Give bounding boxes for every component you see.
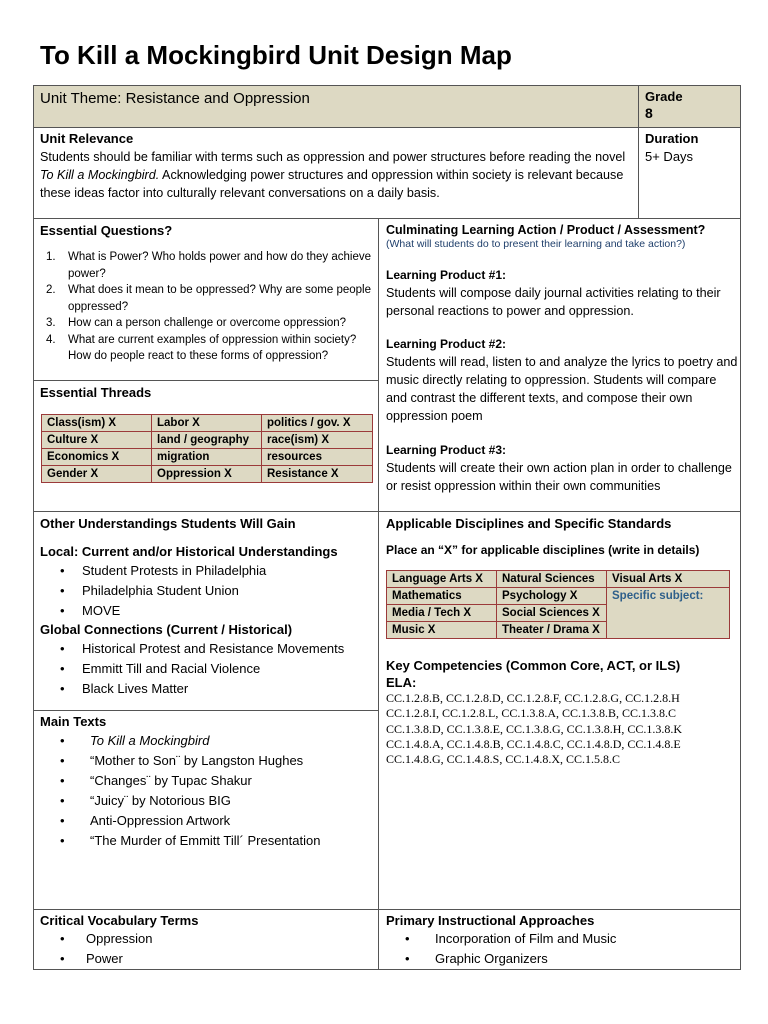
disciplines-cell	[378, 511, 741, 910]
learning-product-3-label: Learning Product #3:	[386, 443, 507, 457]
vocabulary-list	[34, 929, 379, 969]
threads-row	[42, 449, 373, 466]
culminating-cell	[378, 218, 741, 512]
learning-product-1-label: Learning Product #1:	[386, 268, 507, 282]
question-number: 2.	[46, 284, 56, 296]
ela-label: ELA:	[386, 675, 417, 690]
approaches-list	[379, 929, 741, 969]
discipline-cell: Language Arts X	[387, 571, 497, 588]
question-line: What does it mean to be oppressed? Why are some people	[68, 284, 372, 296]
learning-product-1	[386, 267, 738, 320]
question-number: 1.	[46, 251, 56, 263]
unit-relevance-cell	[33, 127, 639, 219]
threads-row	[42, 415, 373, 432]
list-item: • “Changes¨ by Tupac Shakur	[34, 771, 379, 791]
question-line: How do people react to these forms of oppression?	[68, 350, 329, 362]
novel-title: To Kill a Mockingbird.	[40, 168, 160, 182]
duration-label: Duration	[645, 131, 699, 146]
question-line: What are current examples of oppression within society?	[68, 333, 357, 346]
threads-row	[42, 432, 373, 449]
disciplines-table	[386, 570, 730, 639]
grade-cell	[638, 85, 741, 128]
thread-cell: resources	[262, 449, 373, 466]
list-item: • “Juicy¨ by Notorious BIG	[34, 791, 379, 811]
learning-product-3-line: or resist oppression within their own communities	[386, 479, 661, 493]
global-connections-label: Global Connections (Current / Historical)	[40, 622, 293, 637]
main-text-title: To Kill a Mockingbird	[90, 733, 210, 748]
ela-standards	[386, 691, 738, 767]
thread-cell: politics / gov. X	[262, 415, 373, 432]
local-understandings-label: Local: Current and/or Historical Understandings	[40, 544, 338, 559]
learning-product-2-label: Learning Product #2:	[386, 337, 507, 351]
threads-row	[42, 466, 373, 483]
vocabulary-label: Critical Vocabulary Terms	[40, 913, 199, 928]
ela-standards-line: CC.1.4.8.G, CC.1.4.8.S, CC.1.4.8.X, CC.1.5.8.C	[386, 752, 621, 767]
thread-cell: Class(ism) X	[42, 415, 152, 432]
question-number: 4.	[46, 333, 56, 346]
disciplines-label: Applicable Disciplines and Specific Standards	[386, 516, 672, 531]
learning-product-1-line: personal reactions to power and oppression.	[386, 304, 634, 318]
list-item: • Black Lives Matter	[34, 679, 379, 699]
unit-relevance-label: Unit Relevance	[40, 131, 134, 146]
essential-questions-label: Essential Questions?	[40, 223, 173, 238]
culminating-label: Culminating Learning Action / Product / Assessment?	[386, 223, 706, 237]
relevance-line-2-text: Acknowledging power structures and oppression within society is relevant because	[159, 168, 624, 182]
list-item	[34, 731, 379, 751]
ela-standards-line: CC.1.4.8.A, CC.1.4.8.B, CC.1.4.8.C, CC.1.4.8.D, CC.1.4.8.E	[386, 736, 681, 751]
learning-product-2-line: Students will read, listen to and analyze the lyrics to poetry and	[386, 355, 738, 369]
specific-subject-label: Specific subject:	[612, 590, 704, 602]
relevance-line-3: these ideas factor into culturally relevant conversations on a daily basis.	[40, 186, 440, 200]
approaches-label: Primary Instructional Approaches	[386, 913, 595, 928]
discipline-cell: Music X	[387, 622, 497, 639]
thread-cell: migration	[152, 449, 262, 466]
essential-threads-label: Essential Threads	[40, 385, 152, 400]
grade-label: Grade	[645, 89, 683, 104]
discipline-cell: Social Sciences X	[497, 605, 607, 622]
thread-cell: Labor X	[152, 415, 262, 432]
learning-product-3	[386, 442, 738, 495]
discipline-cell: Natural Sciences	[497, 571, 607, 588]
essential-questions-list	[34, 249, 379, 365]
unit-theme-label: Unit Theme: Resistance and Oppression	[40, 90, 310, 107]
unit-relevance-text	[40, 148, 636, 202]
main-texts-label: Main Texts	[40, 714, 107, 729]
relevance-line-1: Students should be familiar with terms such as oppression and power structures before reading the novel	[40, 150, 626, 164]
thread-cell: Oppression X	[152, 466, 262, 483]
list-item: • Philadelphia Student Union	[34, 581, 379, 601]
understandings-cell	[33, 511, 379, 711]
duration-cell	[638, 127, 741, 219]
list-item: • Power	[34, 949, 379, 969]
list-item: • Oppression	[34, 929, 379, 949]
unit-theme-cell	[33, 85, 639, 128]
essential-threads-cell	[33, 380, 379, 512]
discipline-cell: Theater / Drama X	[497, 622, 607, 639]
learning-product-2-line: oppression poem	[386, 409, 483, 423]
learning-product-3-line: Students will create their own action plan in order to challenge	[386, 461, 732, 475]
list-item: • “The Murder of Emmitt Till´ Presentation	[34, 831, 379, 851]
disciplines-row	[387, 588, 730, 605]
specific-subject-cell	[607, 588, 730, 639]
question-line: power?	[68, 267, 106, 280]
relevance-line-2	[40, 166, 636, 184]
thread-cell: Resistance X	[262, 466, 373, 483]
duration-value: 5+ Days	[645, 149, 694, 164]
thread-cell: land / geography	[152, 432, 262, 449]
discipline-cell: Psychology X	[497, 588, 607, 605]
key-competencies-label: Key Competencies (Common Core, ACT, or ILS)	[386, 658, 681, 673]
vocabulary-cell	[33, 909, 379, 970]
question-item	[34, 249, 379, 282]
question-number: 3.	[46, 317, 56, 329]
question-line: What is Power? Who holds power and how do they achieve	[68, 251, 371, 263]
discipline-cell: Media / Tech X	[387, 605, 497, 622]
global-connections-list	[34, 639, 379, 699]
ela-standards-line: CC.1.2.8.B, CC.1.2.8.D, CC.1.2.8.F, CC.1.2.8.G, CC.1.2.8.H	[386, 691, 680, 705]
disciplines-row	[387, 571, 730, 588]
list-item: • Student Protests in Philadelphia	[34, 561, 379, 581]
ela-standards-line: CC.1.2.8.I, CC.1.2.8.L, CC.1.3.8.A, CC.1.3.8.B, CC.1.3.8.C	[386, 706, 677, 721]
learning-product-2-line: music directly relating to oppression. Students will compare	[386, 373, 717, 387]
culminating-subtitle: (What will students do to present their learning and take action?)	[386, 238, 686, 250]
approaches-cell	[378, 909, 741, 970]
discipline-cell: Mathematics	[387, 588, 497, 605]
ela-standards-line: CC.1.3.8.D, CC.1.3.8.E, CC.1.3.8.G, CC.1.3.8.H, CC.1.3.8.K	[386, 721, 683, 736]
question-item	[34, 282, 379, 315]
question-line: oppressed?	[68, 300, 129, 313]
main-texts-cell	[33, 710, 379, 910]
threads-table	[41, 414, 373, 483]
learning-product-1-line: Students will compose daily journal activities relating to their	[386, 286, 721, 300]
list-item: • Emmitt Till and Racial Violence	[34, 659, 379, 679]
grade-value: 8	[645, 105, 653, 121]
learning-product-2	[386, 336, 738, 425]
thread-cell: race(ism) X	[262, 432, 373, 449]
list-item: • Historical Protest and Resistance Movements	[34, 639, 379, 659]
thread-cell: Culture X	[42, 432, 152, 449]
local-understandings-list	[34, 561, 379, 621]
list-item: • MOVE	[34, 601, 379, 621]
list-item: • Incorporation of Film and Music	[379, 929, 741, 949]
disciplines-instruction: Place an “X” for applicable disciplines (write in details)	[386, 543, 700, 557]
list-item: • Graphic Organizers	[379, 949, 741, 969]
question-line: How can a person challenge or overcome oppression?	[68, 317, 347, 329]
page-title: To Kill a Mockingbird Unit Design Map	[40, 40, 512, 70]
learning-product-2-line: and contrast the different texts, and compose their own	[386, 391, 693, 405]
list-item: • Anti-Oppression Artwork	[34, 811, 379, 831]
essential-questions-cell	[33, 218, 379, 381]
list-item: • “Mother to Son¨ by Langston Hughes	[34, 751, 379, 771]
thread-cell: Gender X	[42, 466, 152, 483]
question-item	[34, 315, 379, 332]
thread-cell: Economics X	[42, 449, 152, 466]
question-item	[34, 332, 379, 365]
understandings-label: Other Understandings Students Will Gain	[40, 516, 296, 531]
main-texts-list	[34, 731, 379, 851]
discipline-cell: Visual Arts X	[607, 571, 730, 588]
